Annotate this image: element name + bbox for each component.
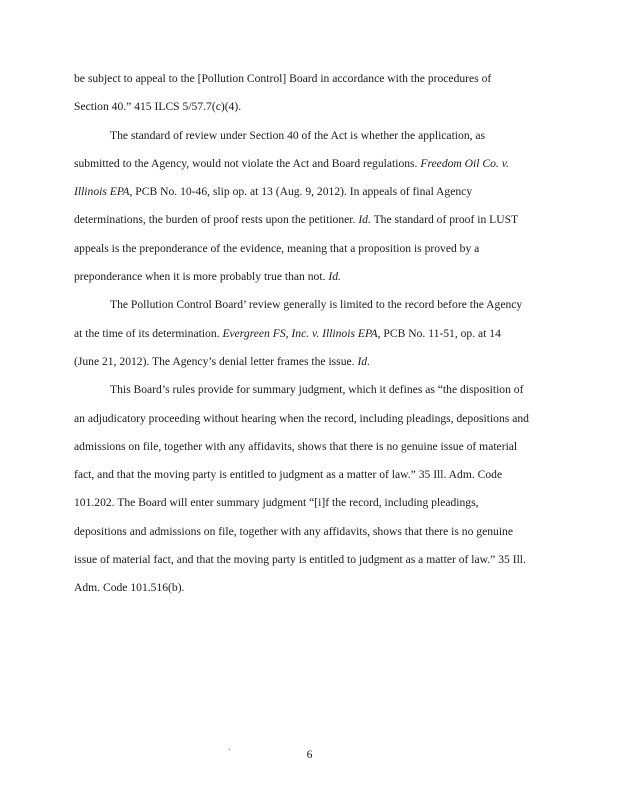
paragraph	[74, 65, 546, 122]
citation-italic: Id.	[357, 354, 370, 368]
body-text	[74, 65, 546, 603]
text-run: submitted to the Agency, would not violate the Act and Board regulations.	[74, 156, 421, 170]
text-run: The Pollution Control Board’ review generally is limited to the record before the Agency	[110, 298, 523, 312]
text-run: an adjudicatory proceeding without hearing when the record, including pleadings, depositions and	[74, 411, 529, 425]
text-line	[74, 433, 546, 461]
text-line	[74, 235, 546, 263]
text-run: This Board’s rules provide for summary judgment, which it defines as “the disposition of	[110, 383, 524, 397]
text-run: issue of material fact, and that the moving party is entitled to judgment as a matter of law.” 35 Ill.	[74, 553, 526, 567]
citation-italic: Id.	[358, 213, 371, 227]
text-run: Adm. Code 101.516(b).	[74, 581, 185, 595]
citation-italic: Illinois EPA	[74, 185, 130, 199]
text-line	[74, 263, 546, 291]
text-run: determinations, the burden of proof rests upon the petitioner.	[74, 213, 359, 227]
page-number: 6	[306, 748, 313, 761]
text-run: fact, and that the moving party is entitled to judgment as a matter of law.” 35 Ill. Adm. Code	[74, 468, 503, 482]
text-run: (June 21, 2012). The Agency’s denial letter frames the issue.	[74, 354, 358, 368]
paragraph	[74, 376, 546, 602]
text-line	[74, 376, 546, 404]
text-run: The standard of proof in LUST	[370, 213, 519, 227]
text-run: 101.202. The Board will enter summary judgment “[i]f the record, including pleadings,	[74, 496, 479, 510]
text-line	[74, 405, 546, 433]
text-run: The standard of review under Section 40 of the Act is whether the application, as	[110, 128, 486, 142]
text-line	[74, 291, 546, 319]
text-line	[74, 206, 546, 234]
citation-italic: Evergreen FS, Inc. v. Illinois EPA	[222, 326, 378, 340]
citation-italic: Id.	[328, 270, 341, 284]
text-run: admissions on file, together with any affidavits, shows that there is no genuine issue of material	[74, 439, 518, 453]
text-run: depositions and admissions on file, together with any affidavits, shows that there is no genuine	[74, 524, 513, 538]
text-line	[74, 461, 546, 489]
paragraph	[74, 291, 546, 376]
text-line	[74, 574, 546, 602]
text-line	[74, 150, 546, 178]
text-run: at the time of its determination.	[74, 326, 223, 340]
text-run: Section 40.” 415 ILCS 5/57.7(c)(4).	[74, 100, 242, 114]
text-run: , PCB No. 10-46, slip op. at 13 (Aug. 9, 2012). In appeals of final Agency	[129, 185, 473, 199]
text-run: appeals is the preponderance of the evidence, meaning that a proposition is proved by a	[74, 241, 480, 255]
text-line	[74, 122, 546, 150]
text-line	[74, 546, 546, 574]
text-line	[74, 518, 546, 546]
citation-italic: Freedom Oil Co. v.	[420, 156, 509, 170]
text-line	[74, 489, 546, 517]
text-run: , PCB No. 11-51, op. at 14	[377, 326, 501, 340]
text-run: be subject to appeal to the [Pollution Control] Board in accordance with the procedures of	[74, 72, 492, 85]
paragraph	[74, 122, 546, 292]
text-line	[74, 348, 546, 376]
text-line	[74, 178, 546, 206]
text-run: preponderance when it is more probably true than not.	[74, 270, 329, 284]
text-line	[74, 65, 546, 93]
text-line	[74, 320, 546, 348]
text-line	[74, 93, 546, 121]
